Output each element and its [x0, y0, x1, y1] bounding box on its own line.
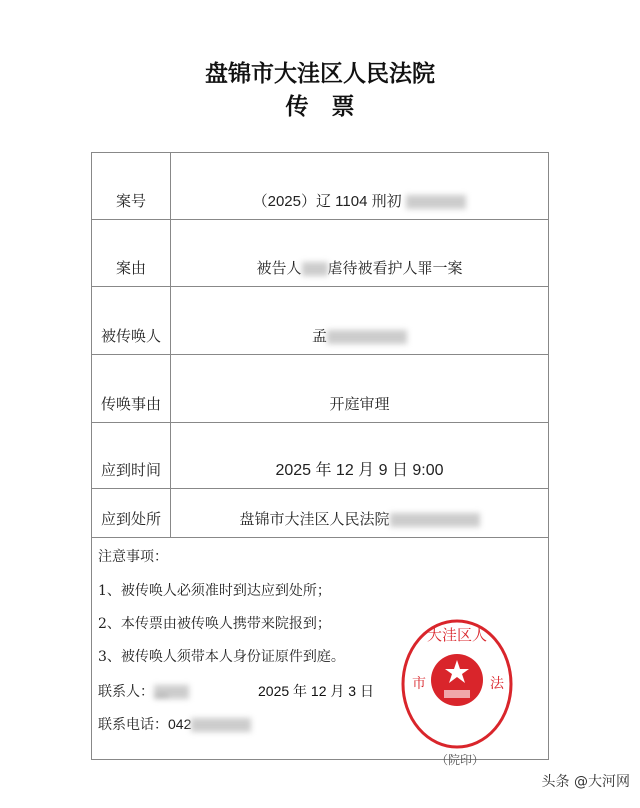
row-time: [92, 423, 549, 489]
label: 被传唤人: [92, 287, 171, 355]
row-case-cause: [92, 220, 549, 287]
note-item: 2、本传票由被传唤人携带来院报到；: [98, 616, 331, 632]
svg-text:大洼区人: 大洼区人: [426, 626, 488, 644]
label: 传唤事由: [92, 355, 171, 423]
redacted: …: [154, 685, 189, 699]
summons-table: [91, 152, 549, 538]
court-seal-icon: [400, 618, 514, 750]
seal-note: （院印）: [436, 753, 485, 767]
location-text: 盘锦市大洼区人民法院: [239, 510, 390, 528]
contact-person: [98, 681, 189, 701]
notes-heading: 注意事项：: [98, 549, 168, 565]
cause-prefix: 被告人: [256, 259, 302, 277]
redacted: [327, 330, 407, 344]
case-number: [171, 153, 549, 220]
reason: 开庭审理: [171, 355, 549, 423]
redacted: [406, 195, 466, 209]
svg-text:法: 法: [490, 676, 504, 692]
court-name: 盘锦市大洼区人民法院: [205, 60, 435, 87]
cause-suffix: 虐待被看护人罪一案: [327, 259, 463, 277]
redacted: [302, 262, 328, 276]
case-number-text: （2025）辽 1104 刑初: [252, 193, 402, 210]
redacted: [191, 718, 251, 732]
row-summoned-person: [92, 287, 549, 355]
person-name: 孟: [311, 327, 327, 345]
issue-date: 2025 年 12 月 3 日: [258, 683, 374, 699]
contact-label: 联系人：: [98, 684, 154, 700]
phone-value: 042: [168, 716, 192, 732]
contact-phone: [98, 714, 251, 734]
row-location: [92, 489, 549, 538]
note-item: 1、被传唤人必须准时到达应到处所；: [98, 583, 331, 599]
redacted: [390, 513, 480, 527]
label: 应到处所: [92, 489, 171, 538]
document-type: 传 票: [285, 93, 355, 120]
note-item: 3、被传唤人须带本人身份证原件到庭。: [98, 649, 345, 665]
summoned-person: [171, 287, 549, 355]
appear-time: 2025 年 12 月 9 日 9:00: [171, 423, 549, 489]
label: 案由: [92, 220, 171, 287]
row-case-number: [92, 153, 549, 220]
phone-label: 联系电话：: [98, 717, 168, 733]
svg-text:市: 市: [412, 676, 426, 692]
label: 案号: [92, 153, 171, 220]
row-reason: [92, 355, 549, 423]
label: 应到时间: [92, 423, 171, 489]
watermark: 头条 @大河网: [541, 774, 630, 790]
case-cause: [171, 220, 549, 287]
location: [171, 489, 549, 538]
